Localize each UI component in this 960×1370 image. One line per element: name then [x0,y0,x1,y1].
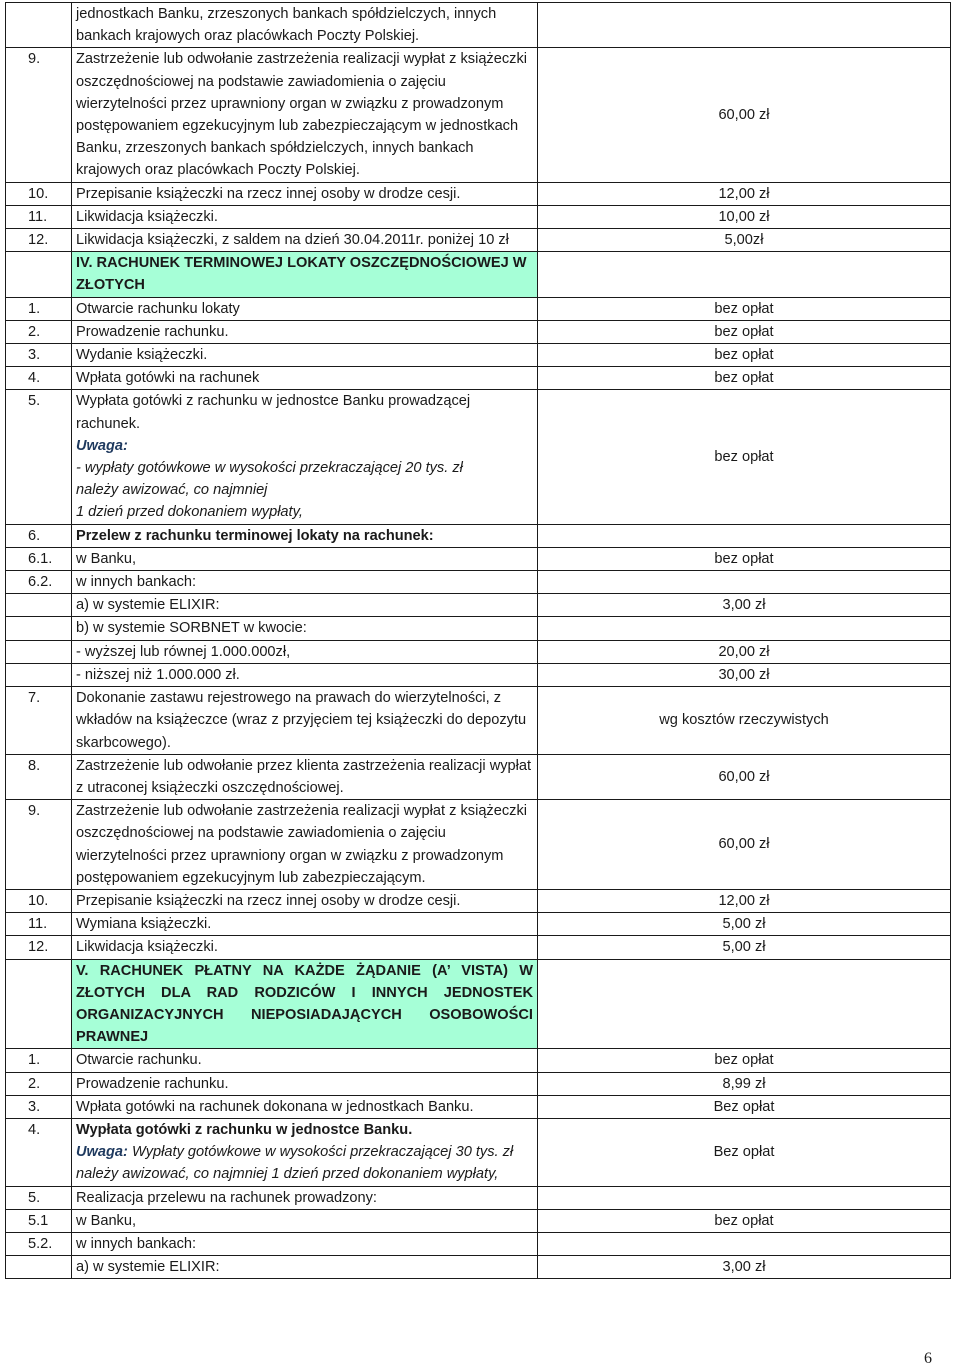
row-number [6,594,72,617]
row-description [72,229,538,252]
description-text: a) w systemie ELIXIR: [76,597,220,614]
row-price: 60,00 zł [538,754,951,799]
row-description [72,3,538,48]
fee-row [6,640,951,663]
row-number: 9. [6,48,72,182]
row-number [6,617,72,640]
row-price: 12,00 zł [538,889,951,912]
fee-row [6,889,951,912]
note-label: Uwaga: [76,437,128,454]
fee-row [6,367,951,390]
row-description [72,524,538,547]
note-line: należy awizować, co najmniej [76,482,268,499]
row-price: 3,00 zł [538,1256,951,1279]
row-price: Bez opłat [538,1095,951,1118]
row-description [72,913,538,936]
fee-row [6,229,951,252]
row-number [6,252,72,297]
row-number: 10. [6,182,72,205]
fee-row [6,663,951,686]
fee-row [6,297,951,320]
row-price: 60,00 zł [538,800,951,890]
row-description [72,182,538,205]
row-description [72,1072,538,1095]
description-text: Otwarcie rachunku lokaty [76,300,240,317]
row-price: 60,00 zł [538,48,951,182]
fee-row [6,547,951,570]
description-text: Wydanie książeczki. [76,347,208,364]
description-text: w innych bankach: [76,574,197,591]
row-description [72,547,538,570]
description-text: w Banku, [76,1212,137,1229]
description-text: Wypłata gotówki z rachunku w jednostce Banku prowadzącej rachunek. [76,393,471,432]
section-header-row [6,252,951,297]
row-price [538,252,951,297]
section-title: IV. RACHUNEK TERMINOWEJ LOKATY OSZCZĘDNOŚCIOWEJ W ZŁOTYCH [72,252,538,297]
row-price: 8,99 zł [538,1072,951,1095]
row-description [72,800,538,890]
row-number: 10. [6,889,72,912]
row-description [72,1256,538,1279]
fee-row [6,524,951,547]
row-price: bez opłat [538,320,951,343]
fee-row [6,1049,951,1072]
row-number: 3. [6,1095,72,1118]
row-number: 11. [6,205,72,228]
row-number: 12. [6,936,72,959]
description-text: Likwidacja książeczki, z saldem na dzień 30.04.2011r. poniżej 10 zł [76,232,509,249]
description-text: Przelew z rachunku terminowej lokaty na rachunek: [76,527,434,544]
fee-row [6,205,951,228]
row-number [6,663,72,686]
section-header-row [6,959,951,1049]
fee-row [6,687,951,755]
row-number: 9. [6,800,72,890]
description-text: Wpłata gotówki na rachunek [76,370,260,387]
description-text: - wyższej lub równej 1.000.000zł, [76,643,291,660]
description-text: a) w systemie ELIXIR: [76,1259,220,1276]
description-text: jednostkach Banku, zrzeszonych bankach spółdzielczych, innych bankach krajowych oraz placówkach Poczty Polskiej. [76,6,497,45]
row-number: 11. [6,913,72,936]
note-line: - wypłaty gotówkowe w wysokości przekraczającej 20 tys. zł [76,460,463,477]
fee-row [6,320,951,343]
row-price: 12,00 zł [538,182,951,205]
fee-row [6,594,951,617]
description-text: Wymiana książeczki. [76,916,212,933]
description-text: w innych bankach: [76,1235,197,1252]
row-price [538,3,951,48]
row-number: 6.1. [6,547,72,570]
row-number: 6. [6,524,72,547]
row-number: 5. [6,390,72,524]
row-number [6,640,72,663]
fee-row [6,390,951,524]
row-number: 5.2. [6,1232,72,1255]
row-price [538,1186,951,1209]
fee-row [6,1232,951,1255]
description-text: Realizacja przelewu na rachunek prowadzony: [76,1189,377,1206]
row-description [72,1186,538,1209]
fee-row [6,3,951,48]
row-number: 5.1 [6,1209,72,1232]
description-text: Przepisanie książeczki na rzecz innej osoby w drodze cesji. [76,892,461,909]
description-text: Likwidacja książeczki. [76,939,218,956]
note-line: Wypłaty gotówkowe w wysokości przekraczającej 30 tys. zł należy awizować, co najmniej 1 dzień przed dokonaniem wypłaty, [76,1144,514,1183]
description-text: Zastrzeżenie lub odwołanie zastrzeżenia realizacji wypłat z książeczki oszczędnościowej na podstawie zawiadomienia o zajęciu wierzytelności przez uprawniony organ w związku z prowadzonym postępowaniem egzekucyjnym lub zabezpieczającym w jednostkach Banku, zrzeszonych bankach spółdzielczych, innych bankach krajowych oraz placówkach Poczty Polskiej. [76,51,527,179]
row-price: 20,00 zł [538,640,951,663]
row-price: bez opłat [538,1209,951,1232]
row-price [538,524,951,547]
row-number: 1. [6,1049,72,1072]
fee-row [6,571,951,594]
fee-row [6,800,951,890]
row-price [538,571,951,594]
row-price: Bez opłat [538,1118,951,1186]
row-description [72,640,538,663]
description-text: - niższej niż 1.000.000 zł. [76,666,240,683]
description-text: Dokonanie zastawu rejestrowego na prawach do wierzytelności, z wkładów na książeczce (wraz z przyjęciem tej książeczki do depozytu skarbcowego). [76,690,527,751]
row-description [72,571,538,594]
row-price: bez opłat [538,344,951,367]
row-price [538,959,951,1049]
row-description [72,754,538,799]
description-text: Likwidacja książeczki. [76,208,218,225]
description-text: Prowadzenie rachunku. [76,323,229,340]
row-number: 12. [6,229,72,252]
row-number: 1. [6,297,72,320]
row-description [72,344,538,367]
row-price: 10,00 zł [538,205,951,228]
row-number: 2. [6,320,72,343]
fee-row [6,936,951,959]
row-price: 5,00zł [538,229,951,252]
row-description [72,205,538,228]
row-description [72,663,538,686]
fee-table-body [6,3,951,1279]
row-price: bez opłat [538,547,951,570]
row-description [72,1118,538,1186]
description-text: w Banku, [76,550,137,567]
row-description [72,297,538,320]
fee-row [6,754,951,799]
note-label: Uwaga: [76,1144,128,1161]
row-number: 4. [6,367,72,390]
row-description [72,594,538,617]
row-price [538,617,951,640]
description-text: Prowadzenie rachunku. [76,1075,229,1092]
row-description [72,1209,538,1232]
row-price: bez opłat [538,1049,951,1072]
row-description [72,687,538,755]
row-description [72,936,538,959]
fee-row [6,182,951,205]
row-number: 7. [6,687,72,755]
row-description [72,48,538,182]
row-number: 5. [6,1186,72,1209]
row-description [72,889,538,912]
row-number [6,959,72,1049]
section-title: V. RACHUNEK PŁATNY NA KAŻDE ŻĄDANIE (A’ VISTA) W ZŁOTYCH DLA RAD RODZICÓW I INNYCH JEDNOSTEK ORGANIZACYJNYCH NIEPOSIADAJĄCYCH OSOBOWOŚCI PRAWNEJ [72,959,538,1049]
row-price: 3,00 zł [538,594,951,617]
row-description [72,320,538,343]
fee-row [6,913,951,936]
fee-row [6,1256,951,1279]
description-text: Zastrzeżenie lub odwołanie przez klienta zastrzeżenia realizacji wypłat z utraconej książeczki oszczędnościowej. [76,757,532,796]
row-number [6,3,72,48]
row-number: 6.2. [6,571,72,594]
row-description [72,1232,538,1255]
row-description [72,367,538,390]
row-number: 2. [6,1072,72,1095]
row-description [72,1095,538,1118]
description-text: Wpłata gotówki na rachunek dokonana w jednostkach Banku. [76,1098,474,1115]
description-text: Otwarcie rachunku. [76,1052,202,1069]
row-description [72,1049,538,1072]
row-price [538,1232,951,1255]
fee-row [6,1095,951,1118]
row-price: 5,00 zł [538,913,951,936]
fee-row [6,1118,951,1186]
fee-row [6,344,951,367]
row-number [6,1256,72,1279]
row-number: 4. [6,1118,72,1186]
row-number: 3. [6,344,72,367]
row-price: wg kosztów rzeczywistych [538,687,951,755]
note-line: 1 dzień przed dokonaniem wypłaty, [76,504,303,521]
row-number: 8. [6,754,72,799]
row-price: bez opłat [538,390,951,524]
fee-row [6,1072,951,1095]
fee-row [6,48,951,182]
page-number: 6 [924,1350,932,1367]
row-price: bez opłat [538,367,951,390]
description-text: Przepisanie książeczki na rzecz innej osoby w drodze cesji. [76,185,461,202]
fee-row [6,1186,951,1209]
fee-table [5,2,951,1279]
description-text: Wypłata gotówki z rachunku w jednostce Banku. [76,1121,413,1138]
description-text: b) w systemie SORBNET w kwocie: [76,620,307,637]
row-price: bez opłat [538,297,951,320]
fee-row [6,1209,951,1232]
row-description [72,390,538,524]
description-text: Zastrzeżenie lub odwołanie zastrzeżenia realizacji wypłat z książeczki oszczędnościowej na podstawie zawiadomienia o zajęciu wierzytelności przez uprawniony organ w związku z prowadzonym postępowaniem egzekucyjnym lub zabezpieczającym. [76,803,527,886]
row-price: 30,00 zł [538,663,951,686]
row-price: 5,00 zł [538,936,951,959]
row-description [72,617,538,640]
fee-row [6,617,951,640]
